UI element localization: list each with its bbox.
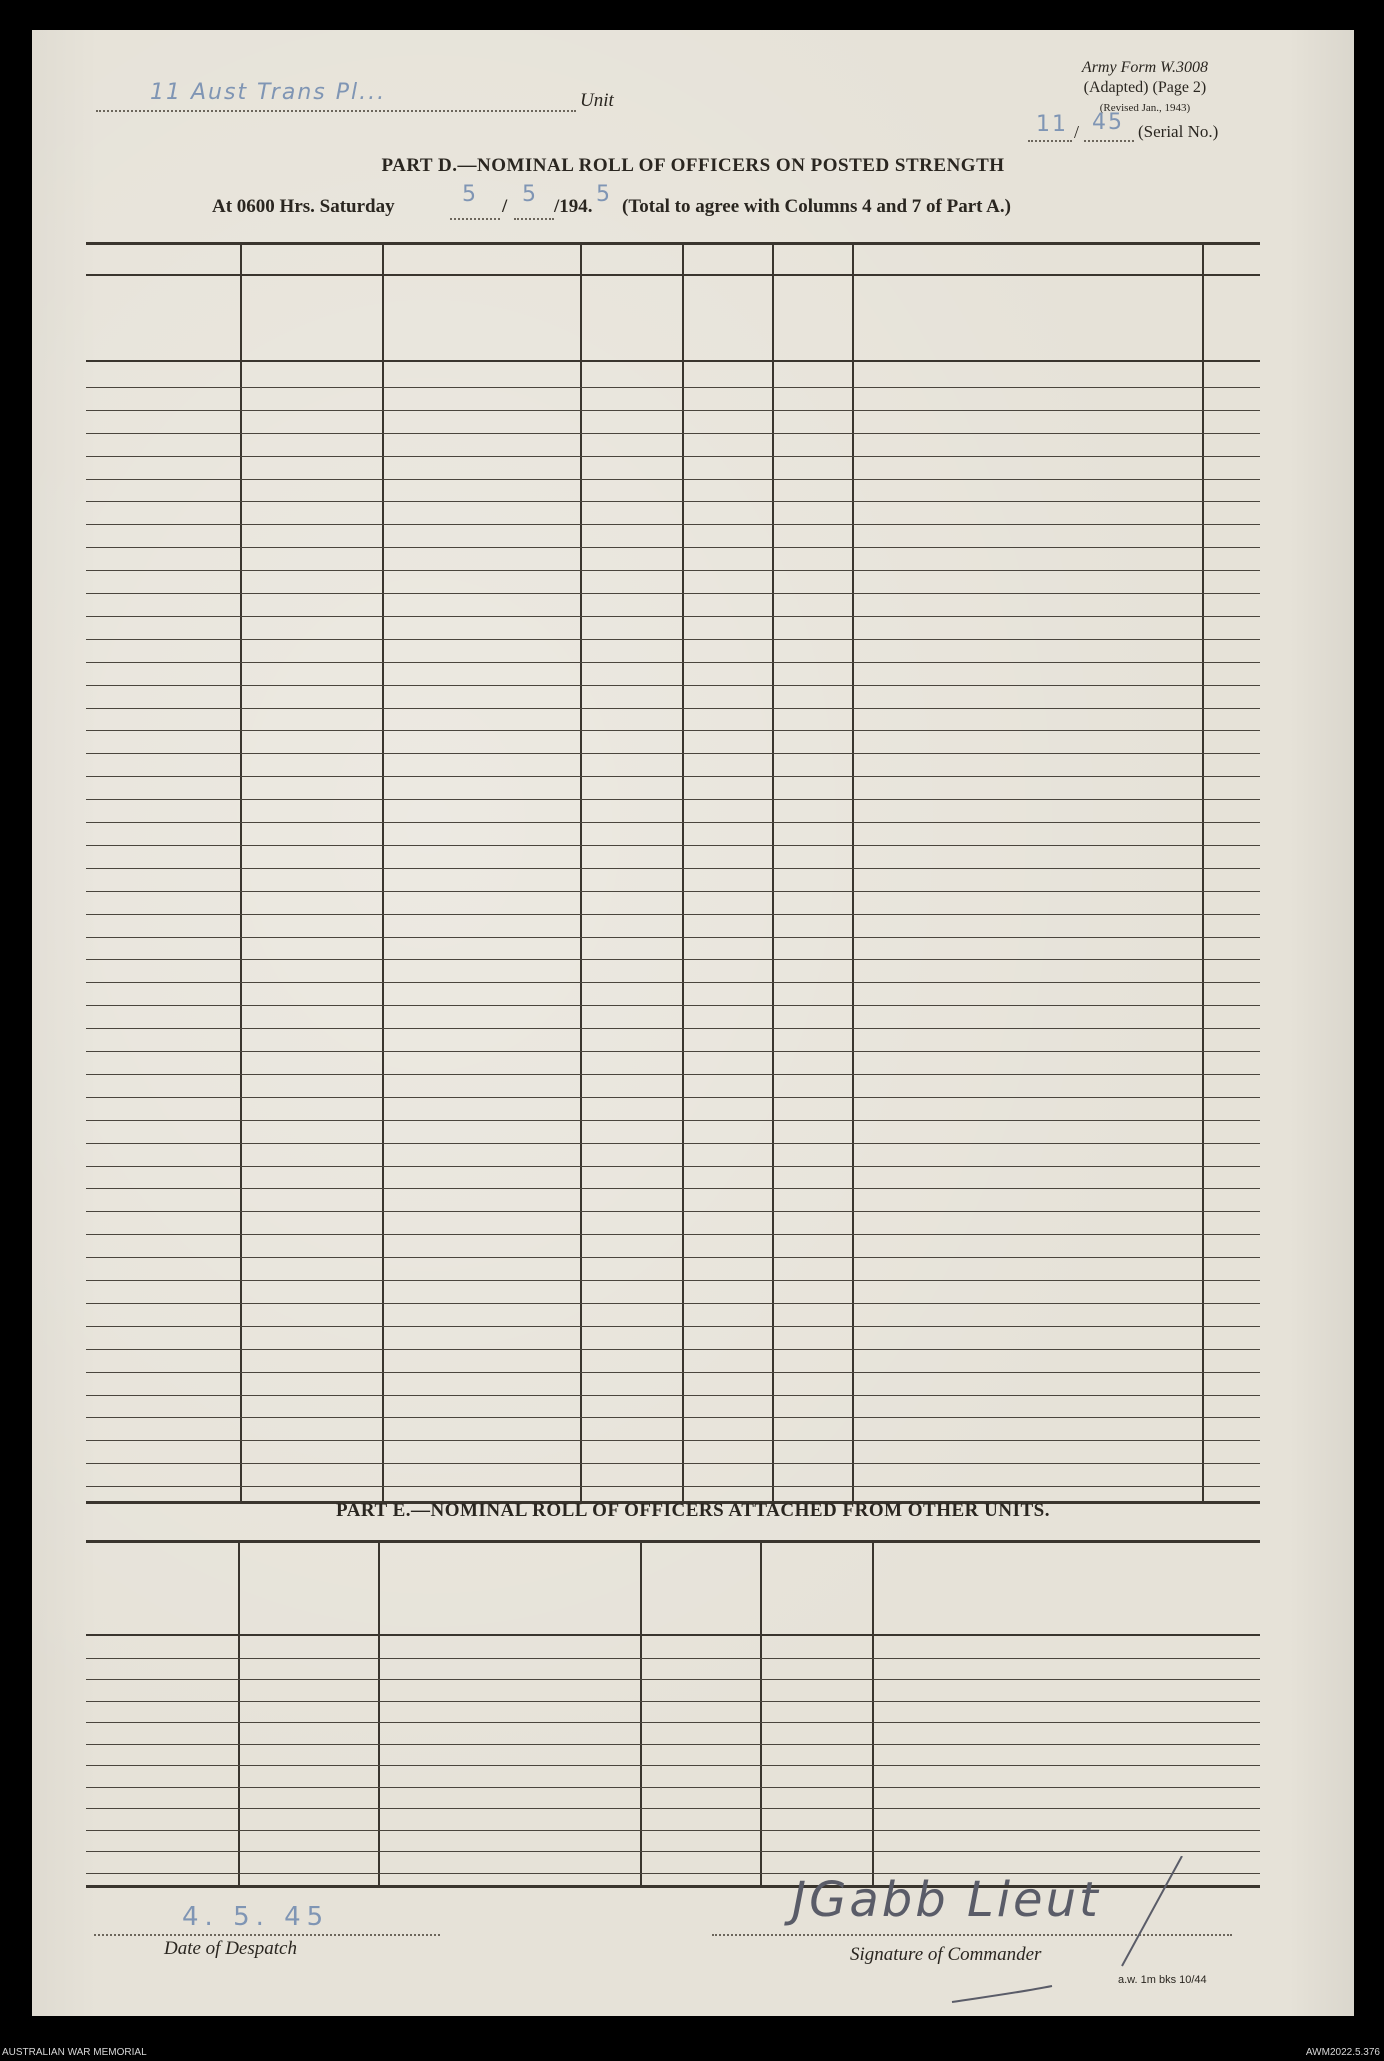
part-d-row-rule <box>86 982 1260 983</box>
part-d-column-divider <box>682 242 684 1504</box>
part-e-row-rule <box>86 1744 1260 1745</box>
serial-dotted-line-a <box>1028 140 1072 142</box>
part-d-title: PART D.—NOMINAL ROLL OF OFFICERS ON POSTED STRENGTH <box>381 155 1005 176</box>
part-e-row-rule <box>86 1830 1260 1831</box>
part-e-column-divider <box>760 1540 762 1888</box>
unit-dotted-line <box>96 110 576 112</box>
part-d-row-rule <box>86 1395 1260 1396</box>
part-e-row-rule <box>86 1701 1260 1702</box>
despatch-dotted-line <box>94 1934 440 1936</box>
part-d-row-rule <box>86 410 1260 411</box>
part-d-row-rule <box>86 433 1260 434</box>
part-d-row-rule <box>86 570 1260 571</box>
part-d-row-rule <box>86 1143 1260 1144</box>
part-e-column-divider <box>238 1540 240 1888</box>
date-year-handwritten: 5 <box>596 182 612 207</box>
part-d-column-divider <box>852 242 854 1504</box>
part-d-row-rule <box>86 639 1260 640</box>
part-d-row-rule <box>86 891 1260 892</box>
part-d-row-rule <box>86 937 1260 938</box>
part-d-date-line <box>212 196 395 218</box>
part-d-row-rule <box>86 1257 1260 1258</box>
part-d-row-rule <box>86 1372 1260 1373</box>
form-id-line2: (Adapted) (Page 2) <box>1083 79 1207 96</box>
part-d-row-rule <box>86 914 1260 915</box>
part-d-row-rule <box>86 1349 1260 1350</box>
part-d-row-rule <box>86 868 1260 869</box>
part-d-column-divider <box>772 242 774 1504</box>
part-d-row-rule <box>86 753 1260 754</box>
part-e-row-rule <box>86 1787 1260 1788</box>
part-d-column-divider <box>240 242 242 1504</box>
part-d-row-rule <box>86 1166 1260 1167</box>
part-d-row-rule <box>86 1280 1260 1281</box>
serial-dotted-line-b <box>1084 140 1134 142</box>
part-d-row-rule <box>86 799 1260 800</box>
form-id-line1: Army Form W.3008 <box>1081 59 1208 76</box>
serial-handwritten-b: 45 <box>1092 110 1124 135</box>
print-code: a.w. 1m bks 10/44 <box>1118 1974 1207 1986</box>
part-d-row-rule <box>86 662 1260 663</box>
signature-label: Signature of Commander <box>850 1944 1042 1965</box>
part-d-row-rule <box>86 456 1260 457</box>
part-d-row-rule <box>86 685 1260 686</box>
part-d-top-rule <box>86 242 1260 245</box>
part-e-row-rule <box>86 1679 1260 1680</box>
form-id-line3: (Revised Jan., 1943) <box>1099 102 1191 114</box>
part-d-row-rule <box>86 547 1260 548</box>
part-d-row-rule <box>86 524 1260 525</box>
part-d-numrow-rule <box>86 274 1260 276</box>
form-identifier <box>1082 58 1208 118</box>
part-d-row-rule <box>86 708 1260 709</box>
part-d-row-rule <box>86 1234 1260 1235</box>
part-d-row-rule <box>86 1120 1260 1121</box>
part-d-row-rule <box>86 845 1260 846</box>
part-d-row-rule <box>86 959 1260 960</box>
part-d-row-rule <box>86 479 1260 480</box>
signature-handwritten: JGabb Lieut <box>792 1872 1101 1928</box>
part-d-row-rule <box>86 387 1260 388</box>
date-prefix: At 0600 Hrs. Saturday <box>212 196 395 217</box>
part-e-row-rule <box>86 1722 1260 1723</box>
part-e-column-divider <box>378 1540 380 1888</box>
part-e-column-divider <box>640 1540 642 1888</box>
part-d-row-rule <box>86 1188 1260 1189</box>
part-d-row-rule <box>86 1074 1260 1075</box>
part-d-row-rule <box>86 1097 1260 1098</box>
part-e-column-divider <box>872 1540 874 1888</box>
part-d-column-divider <box>1202 242 1204 1504</box>
despatch-handwritten: 4. 5. 45 <box>182 1902 330 1932</box>
part-d-row-rule <box>86 1463 1260 1464</box>
unit-handwritten: 11 Aust Trans Pl... <box>150 80 387 105</box>
date-suffix: (Total to agree with Columns 4 and 7 of Part A.) <box>622 196 1011 217</box>
part-e-row-rule <box>86 1808 1260 1809</box>
unit-label: Unit <box>580 90 614 111</box>
serial-slash: / <box>1074 122 1080 142</box>
date-year: /194. <box>554 196 593 217</box>
serial-label: (Serial No.) <box>1138 122 1219 141</box>
part-d-row-rule <box>86 593 1260 594</box>
part-e-top-rule <box>86 1540 1260 1543</box>
part-d-row-rule <box>86 776 1260 777</box>
part-d-row-rule <box>86 501 1260 502</box>
part-d-column-divider <box>580 242 582 1504</box>
part-d-row-rule <box>86 1028 1260 1029</box>
part-d-row-rule <box>86 822 1260 823</box>
date-slash: / <box>502 196 508 217</box>
part-d-row-rule <box>86 1051 1260 1052</box>
archive-label-right: AWM2022.5.376 <box>1305 2047 1380 2058</box>
archive-label-left: AUSTRALIAN WAR MEMORIAL <box>2 2047 147 2058</box>
date-day-dotted <box>450 218 500 220</box>
part-d-row-rule <box>86 1005 1260 1006</box>
despatch-label: Date of Despatch <box>164 1938 297 1959</box>
form-sheet <box>32 30 1354 2016</box>
part-d-row-rule <box>86 616 1260 617</box>
part-d-row-rule <box>86 730 1260 731</box>
part-d-row-rule <box>86 1211 1260 1212</box>
part-e-row-rule <box>86 1765 1260 1766</box>
part-e-title: PART E.—NOMINAL ROLL OF OFFICERS ATTACHED FROM OTHER UNITS. <box>336 1500 1050 1521</box>
part-d-column-divider <box>382 242 384 1504</box>
part-e-header-rule <box>86 1634 1260 1636</box>
part-d-header-rule <box>86 360 1260 362</box>
part-d-row-rule <box>86 1303 1260 1304</box>
date-day-handwritten: 5 <box>462 182 478 207</box>
serial-handwritten-a: 11 <box>1036 112 1068 137</box>
part-d-row-rule <box>86 1486 1260 1487</box>
date-month-handwritten: 5 <box>522 182 538 207</box>
part-d-row-rule <box>86 1417 1260 1418</box>
part-d-row-rule <box>86 1440 1260 1441</box>
signature-flourish <box>912 1856 1232 2016</box>
part-e-table <box>86 1540 1260 1888</box>
part-d-row-rule <box>86 1326 1260 1327</box>
date-month-dotted <box>514 218 554 220</box>
part-e-row-rule <box>86 1851 1260 1852</box>
part-e-row-rule <box>86 1658 1260 1659</box>
part-d-table <box>86 242 1260 1504</box>
